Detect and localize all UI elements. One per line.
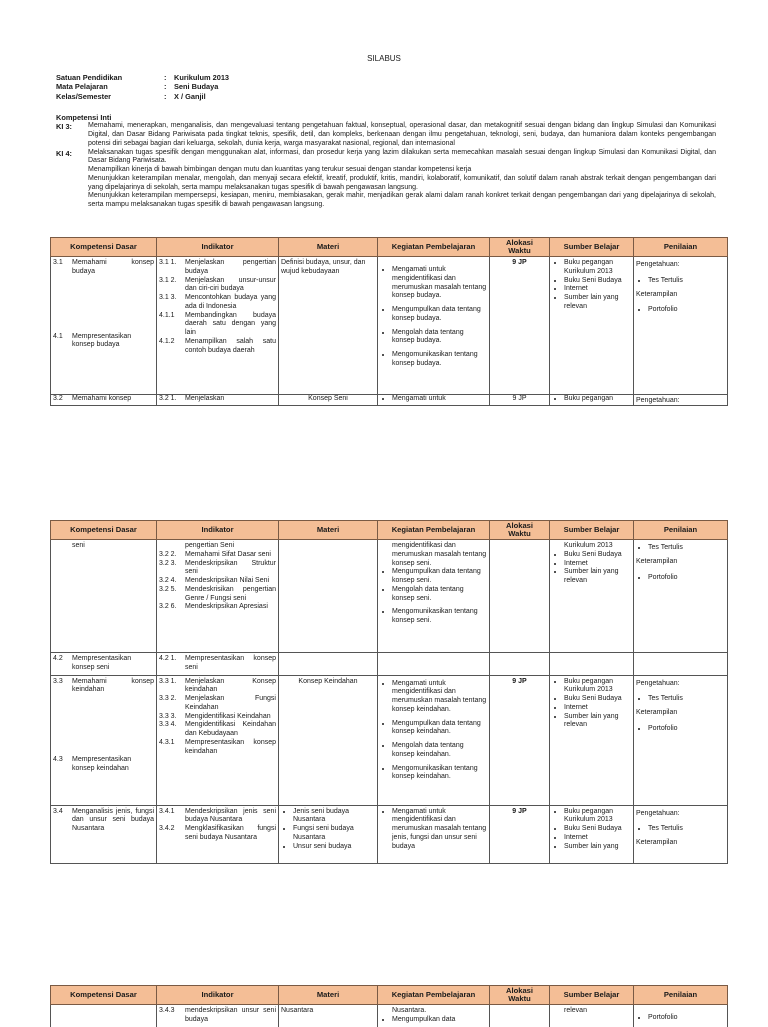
header-kompetensi-dasar: Kompetensi Dasar — [51, 986, 157, 1005]
list-item: • Buku pegangan Kurikulum 2013 — [564, 259, 631, 277]
list-item: • Sumber lain yang — [564, 843, 631, 852]
ki4-text: Melaksanakan tugas spesifik dengan menggunakan alat, informasi, dan prosedur kerja yang lazim dilakukan serta memecahkan masalah sesuai dengan lingkup Simulasi dan Komunikasi Digital, dan Dasar Bidang Pariwisata. — [88, 148, 716, 165]
kegiatan-cell — [378, 257, 490, 395]
indikator-cell: 3.1 1. Menjelaskan pengertian budaya 3.1 2. Menjelaskan unsur-unsur dan ciri-ciri budaya 3.1 3. Mencontohkan budaya yang ada di Indonesia 4.1.1 Membandingkan budaya daerah satu dengan yang lain 4.1.2 Menampilkan salah satu contoh budaya daerah — [157, 257, 279, 395]
table-row — [51, 653, 728, 676]
materi-cell: Nusantara — [279, 1005, 378, 1027]
indikator-cell: 3.4.1 Mendeskripsikan jenis seni budaya Nusantara 3.4.2 Mengklasifikasikan fungsi seni budaya Nusantara — [157, 805, 279, 863]
list-item: • Fungsi seni budaya Nusantara — [293, 825, 375, 843]
penilaian-cell: • Portofolio — [634, 1005, 728, 1027]
list-item: • Mengumpulkan data tentang konsep seni. — [392, 568, 487, 586]
ki-heading: Kompetensi Inti — [56, 113, 112, 122]
table-header-row — [51, 238, 728, 257]
header-alokasi-waktu: Alokasi Waktu — [490, 986, 550, 1005]
penilaian-cell: Pengetahuan: • Tes Tertulis Keterampilan — [634, 805, 728, 863]
list-item: • Buku Seni Budaya — [564, 695, 631, 704]
indikator-cell: pengertian Seni 3.2 2. Memahami Sifat Dasar seni 3.2 3. Mendeskripsikan Struktur seni 3.2 4. Mendeskripsikan Nilai Seni 3.2 5. Mendeskrisikan pengertian Genre / Fungsi seni 3.2 6. Mendeskripsikan Apresiasi — [157, 540, 279, 653]
ki4-label: KI 4: — [56, 148, 73, 158]
meta-value: Seni Budaya — [174, 82, 219, 92]
kegiatan-cell — [378, 805, 490, 863]
header-penilaian: Penilaian — [634, 238, 728, 257]
kd-cell — [51, 1005, 157, 1027]
ki3-label: KI 3: — [56, 122, 73, 132]
list-item: • Mengumpulkan data — [392, 1016, 487, 1025]
indikator-cell: 4.2 1. Mempresentasikan konsep seni — [157, 653, 279, 676]
list-item: • Buku Seni Budaya — [564, 825, 631, 834]
materi-cell: Konsep Keindahan — [279, 675, 378, 805]
meta-value: X / Ganjil — [174, 91, 206, 101]
kd-cell: seni — [51, 540, 157, 653]
alokasi-cell — [490, 540, 550, 653]
meta-row: Mata Pelajaran : Seni Budaya — [56, 82, 219, 92]
syllabus-table-2 — [50, 520, 728, 864]
table-header-row — [51, 521, 728, 540]
kd-cell: 4.2 Mempresentasikan konsep seni — [51, 653, 157, 676]
header-materi: Materi — [279, 521, 378, 540]
materi-cell — [279, 540, 378, 653]
list-item: • Mengamati untuk mengidentifikasi dan merumuskan masalah tentang jenis, fungsi dan unsur seni budaya — [392, 808, 487, 852]
kegiatan-cell: Nusantara. • Mengumpulkan data — [378, 1005, 490, 1027]
list-item: • Mengolah data tentang konsep seni. — [392, 586, 487, 604]
list-item: • Sumber lain yang relevan — [564, 568, 631, 586]
list-item: • Mengomunikasikan tentang konsep keindahan. — [392, 765, 487, 783]
list-item: • Internet — [564, 285, 631, 294]
kd-cell: 3.4 Menganalisis jenis, fungsi dan unsur seni budaya Nusantara — [51, 805, 157, 863]
kegiatan-cell: mengidentifikasi dan merumuskan masalah tentang konsep seni. • Mengumpulkan data tentang konsep seni. • Mengolah data tentang konsep seni. • Mengomunikasikan tentang konsep seni. — [378, 540, 490, 653]
list-item: • Buku Seni Budaya — [564, 551, 631, 560]
table-row — [51, 540, 728, 653]
meta-label: Mata Pelajaran — [56, 82, 108, 92]
list-item: • Mengomunikasikan tentang konsep seni. — [392, 608, 487, 626]
list-item: • Buku Seni Budaya — [564, 277, 631, 286]
header-materi: Materi — [279, 986, 378, 1005]
ki3-text: Memahami, menerapkan, menganalisis, dan mengevaluasi tentang pengetahuan faktual, konseptual, operasional dasar, dan metakognitif sesuai dengan bidang dan lingkup Simulasi dan Komunikasi Digital, dan Dasar Bidang Pariwisata pada tingkat teknis, spesifik, detil, dan kompleks, berkenaan dengan ilmu pengetahuan, teknologi, seni, budaya, dan humaniora dalam konteks pengembangan potensi diri sebagai bagian dari keluarga, sekolah, dunia kerja, warga masyarakat nasional, regional, dan internasional — [88, 122, 716, 147]
kegiatan-cell — [378, 675, 490, 805]
meta-row: Kelas/Semester : X / Ganjil — [56, 91, 206, 101]
meta-label: Kelas/Semester — [56, 91, 112, 101]
sumber-cell — [550, 257, 634, 395]
header-penilaian: Penilaian — [634, 521, 728, 540]
list-item: • Buku pegangan Kurikulum 2013 — [564, 808, 631, 826]
indikator-cell: 3.4.3 mendeskripsikan unsur seni budaya — [157, 1005, 279, 1027]
list-item: • Jenis seni budaya Nusantara — [293, 808, 375, 826]
header-penilaian: Penilaian — [634, 986, 728, 1005]
list-item: • Internet — [564, 834, 631, 843]
header-sumber-belajar: Sumber Belajar — [550, 521, 634, 540]
penilaian-cell: • Tes Tertulis Keterampilan • Portofolio — [634, 540, 728, 653]
header-sumber-belajar: Sumber Belajar — [550, 238, 634, 257]
header-kompetensi-dasar: Kompetensi Dasar — [51, 238, 157, 257]
header-alokasi-waktu: Alokasi Waktu — [490, 521, 550, 540]
syllabus-table-1 — [50, 237, 728, 406]
list-item: • Mengamati untuk mengidentifikasi dan merumuskan masalah tentang konsep keindahan. — [392, 680, 487, 715]
kompetensi-inti — [56, 113, 716, 210]
kd-cell: 3.3 Memahami konsep keindahan 4.3 Mempresentasikan konsep keindahan — [51, 675, 157, 805]
header-indikator: Indikator — [157, 986, 279, 1005]
header-alokasi-waktu: Alokasi Waktu — [490, 238, 550, 257]
kd-cell: 3.1 Memahami konsep budaya 4.1 Mempresentasikan konsep budaya — [51, 257, 157, 395]
materi-cell — [279, 805, 378, 863]
table-row — [51, 1005, 728, 1027]
list-item: • Mengolah data tentang konsep budaya. — [392, 329, 487, 347]
alokasi-cell: 9 JP — [490, 805, 550, 863]
list-item: • Sumber lain yang relevan — [564, 294, 631, 312]
header-kegiatan: Kegiatan Pembelajaran — [378, 986, 490, 1005]
list-item: • Mengamati untuk mengidentifikasi dan merumuskan masalah tentang konsep budaya. — [392, 266, 487, 301]
list-item: • Unsur seni budaya — [293, 843, 375, 852]
meta-label: Satuan Pendidikan — [56, 73, 123, 82]
header-sumber-belajar: Sumber Belajar — [550, 986, 634, 1005]
header-materi: Materi — [279, 238, 378, 257]
list-item: • Internet — [564, 560, 631, 569]
sumber-cell: relevan — [550, 1005, 634, 1027]
syllabus-table-3 — [50, 985, 728, 1027]
list-item: • Mengumpulkan data tentang konsep keindahan. — [392, 720, 487, 738]
ki4-paragraph: Menampilkan kinerja di bawah bimbingan dengan mutu dan kuantitas yang terukur sesuai dengan standar kompetensi kerja — [88, 166, 472, 173]
materi-cell: Definisi budaya, unsur, dan wujud kebudayaan — [279, 257, 378, 395]
meta-value: Kurikulum 2013 — [174, 73, 230, 82]
document-title: SILABUS — [367, 54, 401, 63]
sumber-cell — [550, 805, 634, 863]
penilaian-cell: Pengetahuan: • Tes Tertulis Keterampilan • Portofolio — [634, 257, 728, 395]
table-row — [51, 675, 728, 805]
sumber-cell — [550, 675, 634, 805]
sumber-cell: Kurikulum 2013 • Buku Seni Budaya • Internet • Sumber lain yang relevan — [550, 540, 634, 653]
penilaian-cell: Pengetahuan: • Tes Tertulis Keterampilan • Portofolio — [634, 675, 728, 805]
header-indikator: Indikator — [157, 521, 279, 540]
list-item: • Mengolah data tentang konsep keindahan. — [392, 742, 487, 760]
header-kompetensi-dasar: Kompetensi Dasar — [51, 521, 157, 540]
list-item: • Sumber lain yang relevan — [564, 713, 631, 731]
indikator-cell: 3.3 1. Menjelaskan Konsep keindahan 3.3 2. Menjelaskan Fungsi Keindahan 3.3 3. Mengidentifikasi Keindahan 3.3 4. Mengidentifikasi Keindahan dan Kebudayaan 4.3.1 Mempresentasikan konsep keindahan — [157, 675, 279, 805]
identity-block — [56, 73, 229, 101]
table-row — [51, 805, 728, 863]
table-row — [51, 257, 728, 395]
alokasi-cell — [490, 1005, 550, 1027]
alokasi-cell: 9 JP — [490, 675, 550, 805]
ki4-paragraph: Menunjukkan keterampilan mempersepsi, kesiapan, meniru, membiasakan, gerak mahir, menjadikan gerak alami dalam ranah konkret terkait dengan pengembangan dari yang dipelajarinya di sekolah, serta mampu melaksanakan tugas spesifik di bawah pengawasan langsung. — [88, 192, 716, 208]
meta-row: Satuan Pendidikan : Kurikulum 2013 — [56, 73, 230, 82]
header-kegiatan: Kegiatan Pembelajaran — [378, 238, 490, 257]
list-item: • Mengumpulkan data tentang konsep budaya. — [392, 306, 487, 324]
ki4-paragraph: Menunjukkan keterampilan menalar, mengolah, dan menyaji secara efektif, kreatif, produktif, kritis, mandiri, kolaboratif, komunikatif, dan solutif dalam ranah abstrak terkait dengan pengembangan dari yang dipelajarinya di sekolah, serta mampu melaksanakan tugas spesifik di bawah pengawasan langsung. — [88, 174, 716, 191]
list-item: • Buku pegangan Kurikulum 2013 — [564, 678, 631, 696]
header-kegiatan: Kegiatan Pembelajaran — [378, 521, 490, 540]
list-item: • Internet — [564, 704, 631, 713]
table-header-row — [51, 986, 728, 1005]
list-item: • Mengomunikasikan tentang konsep budaya. — [392, 351, 487, 369]
header-indikator: Indikator — [157, 238, 279, 257]
alokasi-cell: 9 JP — [490, 257, 550, 395]
table-row: 3.2 Memahami konsep 3.2 1. Menjelaskan Konsep Seni • Mengamati untuk 9 JP • Buku pegangan Pengetahuan: — [51, 395, 728, 406]
